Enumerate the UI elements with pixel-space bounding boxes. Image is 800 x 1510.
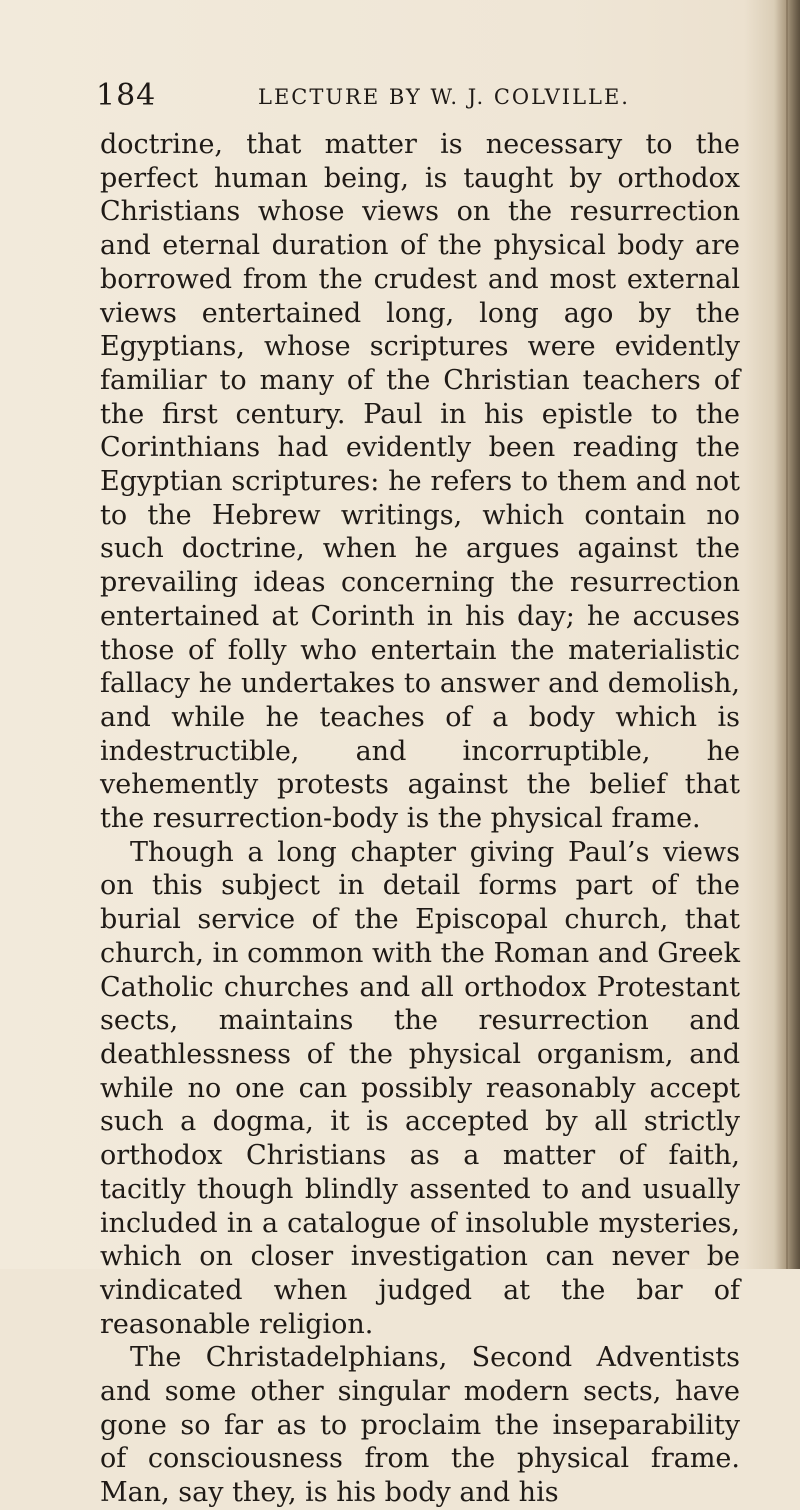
page-number: 184 xyxy=(96,78,157,113)
running-head: LECTURE BY W. J. COLVILLE. xyxy=(258,85,630,109)
body-text xyxy=(100,128,740,1510)
page-edge-shadow xyxy=(774,0,800,1269)
page-header xyxy=(96,78,746,118)
paragraph-3: The Christadelphians, Second Adventists and some other singular modern sects, have gone so far as to proclaim the inseparability of consciousness from the physical frame. Man, say they, is his body and his xyxy=(100,1342,740,1509)
paragraph-1: doctrine, that matter is necessary to the perfect human being, is taught by orthodox Christians whose views on the resurrection and eternal duration of the physical body are borrowed from the crudest and most external views entertained long, long ago by the Egyptians, whose scriptures were evidently familiar to many of the Christian teachers of the first century. Paul in his epistle to the Corinthians had evidently been reading the Egyptian scriptures: he refers to them and not to the Hebrew writings, which contain no such doctrine, when he argues against the prevailing ideas concerning the resurrection entertained at Corinth in his day; he accuses those of folly who entertain the materialistic fallacy he undertakes to answer and demolish, and while he teaches of a body which is indestructible, and incorruptible, he vehemently protests against the belief that the resurrection-body is the physical frame. xyxy=(100,129,740,835)
paragraph-2: Though a long chapter giving Paul’s views on this subject in detail forms part of the burial service of the Episcopal church, that church, in common with the Roman and Greek Catholic churches and all orthodox Protestant sects, maintains the resurrection and deathlessness of the physical organism, and while no one can possibly reasonably accept such a dogma, it is accepted by all strictly orthodox Christians as a matter of faith, tacitly though blindly assented to and usually included in a catalogue of insoluble mysteries, which on closer investigation can never be vindicated when judged at the bar of reasonable religion. xyxy=(100,836,740,1340)
